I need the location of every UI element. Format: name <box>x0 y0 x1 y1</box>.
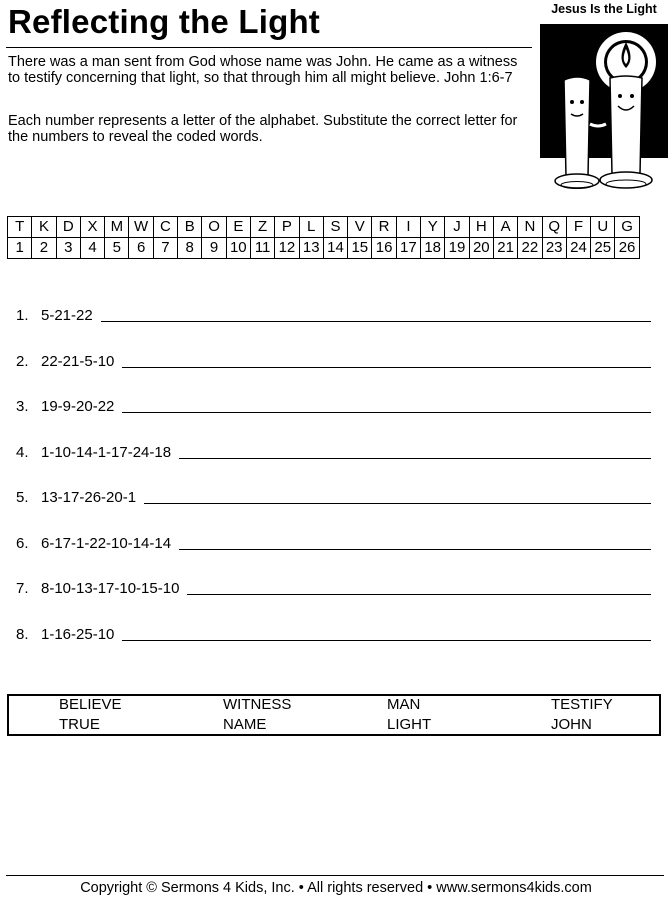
cipher-numbers-row <box>8 238 640 259</box>
cipher-number-cell: 20 <box>469 238 493 259</box>
word-bank-item: LIGHT <box>387 716 432 733</box>
question-row <box>16 484 651 506</box>
question-row <box>16 530 651 552</box>
answer-line[interactable] <box>122 412 651 413</box>
tall-candle-icon <box>610 76 642 177</box>
cipher-letter-cell: N <box>518 217 542 238</box>
intro-text: There was a man sent from God whose name was John. He came as a witness to testify concerning that light, so that through him all might believe. John 1:6-7 <box>8 54 518 86</box>
cipher-number-cell: 5 <box>105 238 129 259</box>
footer-divider <box>6 875 664 876</box>
cipher-letters-row <box>8 217 640 238</box>
cipher-number-cell: 10 <box>226 238 250 259</box>
word-bank-item: MAN <box>387 696 421 713</box>
cipher-number-cell: 15 <box>348 238 372 259</box>
word-bank-item: JOHN <box>551 716 592 733</box>
word-bank-item: BELIEVE <box>59 696 122 713</box>
cipher-letter-cell: M <box>105 217 129 238</box>
cipher-letter-cell: K <box>32 217 56 238</box>
cipher-number-cell: 14 <box>323 238 347 259</box>
illustration-title: Jesus Is the Light <box>551 2 657 16</box>
question-number: 5. <box>16 489 29 506</box>
cipher-letter-cell: O <box>202 217 226 238</box>
cipher-letter-cell: H <box>469 217 493 238</box>
cipher-letter-cell: E <box>226 217 250 238</box>
question-code: 5-21-22 <box>41 307 93 324</box>
question-code: 22-21-5-10 <box>41 352 115 370</box>
question-row <box>16 393 651 415</box>
cipher-number-cell: 26 <box>615 238 639 259</box>
word-bank-item: TRUE <box>59 716 100 733</box>
cipher-number-cell: 3 <box>56 238 80 259</box>
cipher-number-cell: 22 <box>518 238 542 259</box>
cipher-letter-cell: I <box>396 217 420 238</box>
question-code: 19-9-20-22 <box>41 398 115 415</box>
cipher-number-cell: 9 <box>202 238 226 259</box>
answer-line[interactable] <box>179 458 651 459</box>
cipher-letter-cell: Z <box>250 217 274 238</box>
cipher-letter-cell: U <box>591 217 615 238</box>
cipher-letter-cell: W <box>129 217 153 238</box>
cipher-letter-cell: J <box>445 217 469 238</box>
candles-image <box>540 24 668 192</box>
page-title: Reflecting the Light <box>8 3 320 40</box>
cipher-number-cell: 25 <box>591 238 615 259</box>
instructions-text: Each number represents a letter of the alphabet. Substitute the correct letter for the numbers to reveal the coded words. <box>8 113 518 145</box>
cipher-number-cell: 12 <box>275 238 299 259</box>
cipher-number-cell: 11 <box>250 238 274 259</box>
answer-line[interactable] <box>179 549 651 550</box>
cipher-number-cell: 7 <box>153 238 177 259</box>
question-row <box>16 348 651 370</box>
cipher-letter-cell: P <box>275 217 299 238</box>
question-code: 13-17-26-20-1 <box>41 489 137 506</box>
cipher-letter-cell: X <box>80 217 104 238</box>
word-bank-item: WITNESS <box>223 696 292 713</box>
cipher-letter-cell: G <box>615 217 639 238</box>
question-number: 3. <box>16 398 29 415</box>
cipher-letter-cell: C <box>153 217 177 238</box>
cipher-letter-cell: Q <box>542 217 566 238</box>
question-code: 8-10-13-17-10-15-10 <box>41 580 180 597</box>
cipher-letter-cell: Y <box>421 217 445 238</box>
cipher-number-cell: 4 <box>80 238 104 259</box>
answer-line[interactable] <box>122 640 651 641</box>
question-number: 6. <box>16 534 29 552</box>
question-code: 1-10-14-1-17-24-18 <box>41 443 172 461</box>
question-number: 7. <box>16 580 29 597</box>
cipher-number-cell: 13 <box>299 238 323 259</box>
answer-line[interactable] <box>187 594 651 595</box>
question-row <box>16 302 651 324</box>
cipher-number-cell: 17 <box>396 238 420 259</box>
question-code: 1-16-25-10 <box>41 625 115 643</box>
cipher-letter-cell: F <box>566 217 590 238</box>
answer-line[interactable] <box>122 367 651 368</box>
cipher-number-cell: 23 <box>542 238 566 259</box>
cipher-letter-cell: T <box>8 217 32 238</box>
cipher-letter-cell: D <box>56 217 80 238</box>
cipher-number-cell: 21 <box>493 238 517 259</box>
cipher-letter-cell: V <box>348 217 372 238</box>
cipher-letter-cell: L <box>299 217 323 238</box>
question-number: 2. <box>16 352 29 370</box>
cipher-number-cell: 18 <box>421 238 445 259</box>
question-number: 4. <box>16 443 29 461</box>
word-bank-item: NAME <box>223 716 267 733</box>
cipher-number-cell: 19 <box>445 238 469 259</box>
cipher-number-cell: 16 <box>372 238 396 259</box>
cipher-letter-cell: R <box>372 217 396 238</box>
cipher-number-cell: 1 <box>8 238 32 259</box>
short-candle-icon <box>564 77 590 179</box>
cipher-number-cell: 2 <box>32 238 56 259</box>
answer-line[interactable] <box>144 503 651 504</box>
question-row <box>16 439 651 461</box>
cipher-number-cell: 24 <box>566 238 590 259</box>
footer-copyright: Copyright © Sermons 4 Kids, Inc. • All rights reserved • www.sermons4kids.com <box>80 880 592 896</box>
answer-line[interactable] <box>101 321 651 322</box>
question-number: 8. <box>16 625 29 643</box>
cipher-letter-cell: A <box>493 217 517 238</box>
question-code: 6-17-1-22-10-14-14 <box>41 534 172 552</box>
question-number: 1. <box>16 307 29 324</box>
cipher-letter-cell: B <box>178 217 202 238</box>
word-bank-item: TESTIFY <box>551 696 613 713</box>
word-bank <box>7 694 661 736</box>
question-row <box>16 575 651 597</box>
question-row <box>16 621 651 643</box>
cipher-key-table <box>7 216 640 259</box>
candles-illustration <box>540 2 668 192</box>
cipher-letter-cell: S <box>323 217 347 238</box>
cipher-number-cell: 8 <box>178 238 202 259</box>
title-divider <box>6 47 532 48</box>
cipher-number-cell: 6 <box>129 238 153 259</box>
